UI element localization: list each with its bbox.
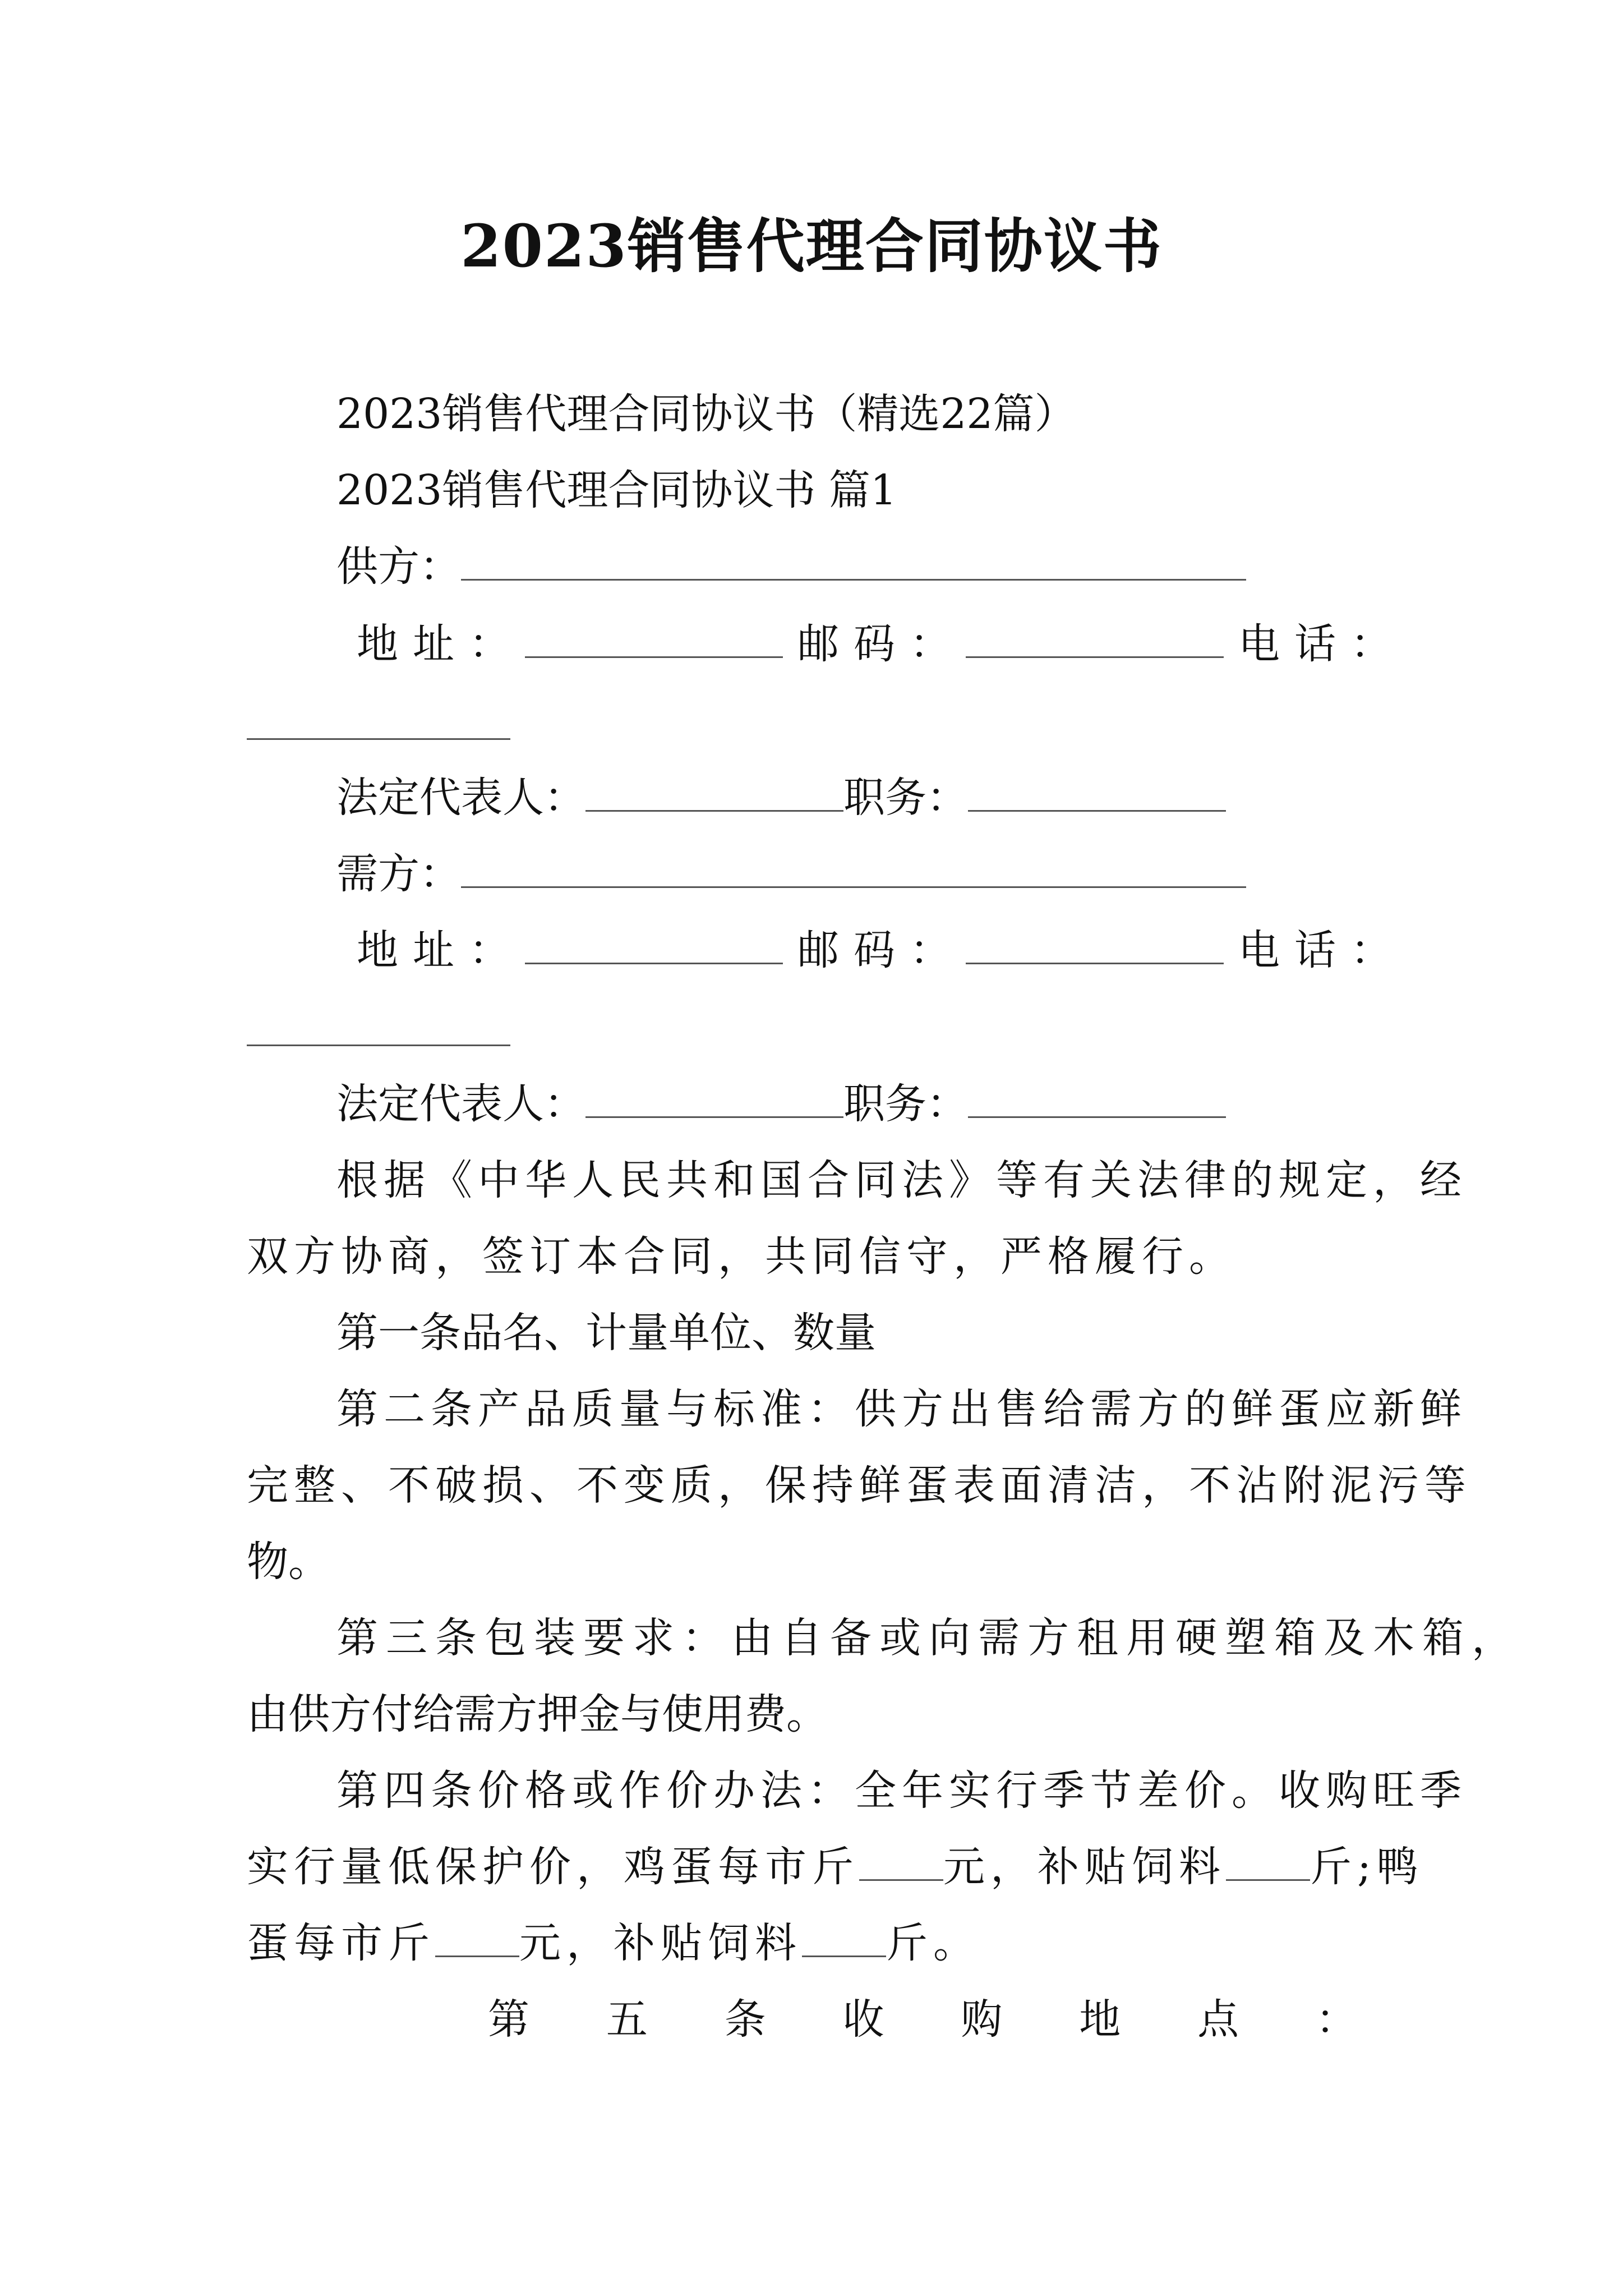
article-5-line xyxy=(488,1993,1357,2046)
supplier-postcode-blank xyxy=(966,617,1224,658)
article-4-line-3 xyxy=(247,1916,980,1970)
article-5-char: 地 xyxy=(1079,1995,1121,2044)
chicken-egg-price-blank xyxy=(859,1840,943,1881)
buyer-address-blank xyxy=(525,923,783,964)
buyer-rep-label: 法定代表人： xyxy=(336,1080,585,1128)
buyer-phone-blank xyxy=(247,1045,510,1046)
article-4-end-label: 斤。 xyxy=(886,1919,980,1967)
preamble-line-2: 双方协商，签订本合同，共同信守，严格履行。 xyxy=(247,1232,1236,1281)
buyer-position-blank xyxy=(968,1077,1226,1118)
article-3-line-2: 由供方付给需方押金与使用费。 xyxy=(247,1690,828,1738)
buyer-label: 需方： xyxy=(336,850,461,898)
supplier-address-label: 地址： xyxy=(357,620,525,668)
supplier-name-blank xyxy=(461,540,1246,581)
article-5-char: 点 xyxy=(1197,1995,1239,2044)
article-5-char: 收 xyxy=(842,1995,884,2044)
article-4-line-2 xyxy=(247,1840,1424,1894)
article-5-char: 第 xyxy=(488,1995,529,2044)
article-5-char: ： xyxy=(1315,1995,1357,2044)
article-3-line-1: 第三条包装要求：由自备或向需方租用硬塑箱及木箱， xyxy=(336,1614,1521,1662)
supplier-phone-blank xyxy=(247,738,510,740)
duck-feed-blank xyxy=(802,1916,886,1957)
article-4-line-1: 第四条价格或作价办法：全年实行季节差价。收购旺季 xyxy=(336,1766,1467,1815)
article-4-chicken-feed-label: 元，补贴饲料 xyxy=(943,1843,1226,1891)
supplier-rep-label: 法定代表人： xyxy=(336,774,585,822)
buyer-postcode-blank xyxy=(966,923,1224,964)
supplier-contact-row xyxy=(357,617,1407,671)
article-2-line-2: 完整、不破损、不变质，保持鲜蛋表面清洁，不沾附泥污等 xyxy=(247,1461,1472,1510)
buyer-contact-row xyxy=(357,923,1407,977)
chicken-feed-blank xyxy=(1226,1840,1310,1881)
buyer-position-label: 职务： xyxy=(843,1080,968,1128)
supplier-phone-label: 电话： xyxy=(1238,620,1407,668)
supplier-postcode-label: 邮码： xyxy=(797,620,966,668)
article-5-char: 购 xyxy=(961,1995,1003,2044)
document-subtitle: 2023销售代理合同协议书（精选22篇） xyxy=(336,390,1076,438)
buyer-row xyxy=(336,847,1246,901)
article-4-duck-feed-label: 元，补贴饲料 xyxy=(519,1919,802,1967)
article-5-char: 五 xyxy=(606,1995,648,2044)
supplier-address-blank xyxy=(525,617,783,658)
article-5-char: 条 xyxy=(724,1995,766,2044)
buyer-phone-label: 电话： xyxy=(1238,926,1407,974)
buyer-rep-blank xyxy=(585,1077,843,1118)
article-2-line-3: 物。 xyxy=(247,1538,330,1586)
article-4-chicken-price-label: 实行量低保护价，鸡蛋每市斤 xyxy=(247,1843,859,1891)
duck-egg-price-blank xyxy=(435,1916,519,1957)
supplier-rep-blank xyxy=(585,771,843,812)
article-1: 第一条品名、计量单位、数量 xyxy=(336,1309,876,1357)
article-4-duck-price-label: 蛋每市斤 xyxy=(247,1919,435,1967)
section-heading: 2023销售代理合同协议书 篇1 xyxy=(336,466,897,514)
supplier-position-label: 职务： xyxy=(843,774,968,822)
preamble-line-1: 根据《中华人民共和国合同法》等有关法律的规定，经 xyxy=(336,1156,1467,1204)
supplier-rep-row xyxy=(336,771,1226,825)
buyer-postcode-label: 邮码： xyxy=(797,926,966,974)
supplier-row xyxy=(336,540,1246,593)
buyer-rep-row xyxy=(336,1077,1226,1131)
article-2-line-1: 第二条产品质量与标准：供方出售给需方的鲜蛋应新鲜 xyxy=(336,1385,1467,1433)
supplier-label: 供方： xyxy=(336,542,461,591)
buyer-address-label: 地址： xyxy=(357,926,525,974)
article-4-duck-label: 斤;鸭 xyxy=(1310,1843,1424,1891)
buyer-name-blank xyxy=(461,847,1246,888)
supplier-position-blank xyxy=(968,771,1226,812)
document-title: 2023销售代理合同协议书 xyxy=(460,211,1163,280)
